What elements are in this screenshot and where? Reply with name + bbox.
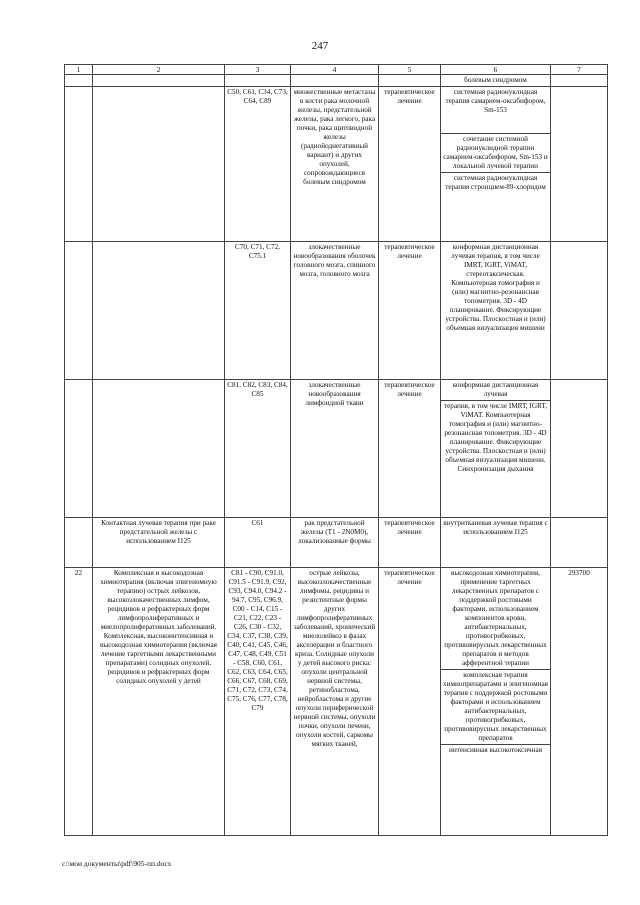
col-header: 1 <box>65 65 93 75</box>
method-text: системная радионуклидная терапия самарием-оксабифором, Sm-153 <box>445 88 546 114</box>
method-text: сочетание системной радионуклидной терапии самарием-оксабифором, Sm-153 и локальной лучевой терапии <box>443 135 548 170</box>
model-cell: злокачественные новообразования оболочек головного мозга, спинного мозга, головного мозга <box>291 242 379 380</box>
treatment-type: терапевтическое лечение <box>379 568 441 836</box>
procedure-name: Комплексная и высокодозная химиотерапия (включая эпигеномную терапию) острых лейкозов, высокозлокачественных лимфом, рецидивов и рефрактерных форм лимфопролиферативных и миелопролиферативных заболеваний. Комплексная, высокоинтенсивная и высокодозная химиотерапия (включая лечение таргетными лекарственными препаратами) солидных опухолей, рецидивов и рефрактерных форм солидных опухолей у детей <box>93 568 225 836</box>
col-header: 3 <box>225 65 291 75</box>
treatment-type: терапевтическое лечение <box>379 87 441 242</box>
table-row <box>65 568 608 836</box>
table-row <box>65 380 608 518</box>
method-cell <box>441 568 551 836</box>
treatment-type: терапевтическое лечение <box>379 380 441 518</box>
model-cell: рак предстательной железы (T1 - 2N0M0), локализованные формы <box>291 518 379 568</box>
col-header: 4 <box>291 65 379 75</box>
col-header: 7 <box>551 65 608 75</box>
header-row <box>65 65 608 75</box>
method-text: конформная дистанционная лучевая <box>452 381 539 398</box>
col-header: 2 <box>93 65 225 75</box>
icd-codes: C70, C71, C72, C75.1 <box>225 242 291 380</box>
file-path-footer: c:\мои документы\pdf\905-пп.docx <box>62 859 172 868</box>
treatment-table <box>64 64 608 836</box>
treatment-type: терапевтическое лечение <box>379 242 441 380</box>
method-text: высокодозная химиотерапия, применение таргетных лекарственных препаратов с поддержкой ростовыми факторами, использованием компонентов крови, антибактериальных, противогрибковых, противовирусных лекарственных препаратов и методов афферентной терапии <box>444 569 547 667</box>
method-cell: болевым синдромом <box>441 75 551 87</box>
treatment-type: терапевтическое лечение <box>379 518 441 568</box>
icd-codes: C81 - C90, C91.0, C91.5 - C91.9, C92, C93, C94.0, C94.2 - 94.7, C95, C96.9, C00 - C14, C15 - C21, C22, C23 - C26, C30 - C32, C34, C37, C38, C39, C40, C41, C45, C46, C47, C48, C49, C51 - C58, C60, C61, C62, C63, C64, C65, C66, C67, C68, C69, C71, C72, C73, C74, C75, C76, C77, C78, C79 <box>225 568 291 836</box>
norm-cost: 293700 <box>551 568 608 836</box>
col-header: 5 <box>379 65 441 75</box>
col-header: 6 <box>441 65 551 75</box>
model-cell: острые лейкозы, высокозлокачественные лимфомы, рецидивы и резистентные формы других лимфопролиферативных заболеваний, хронический миелолейкоз в фазах акселерации и бластного криза. Солидные опухоли у детей высокого риска: опухоли центральной нервной системы, ретинобластома, нейробластома и другие опухоли периферической нервной системы, опухоли почки, опухоли печени, опухоли костей, саркомы мягких тканей, <box>291 568 379 836</box>
model-cell: злокачественные новообразования лимфоидной ткани <box>291 380 379 518</box>
table-row <box>65 518 608 568</box>
page-number: 247 <box>311 40 329 52</box>
table-row <box>65 75 608 87</box>
method-cell: внутритканевая лучевая терапия с использованием I125 <box>441 518 551 568</box>
row-number: 22 <box>65 568 93 836</box>
method-text: терапия, в том числе IMRT, IGRT, ViMAT. Компьютерная томография и (или) магнитно-резонансная топометрия. 3D - 4D планирование. Фиксирующие устройства. Плоскостная и (или) объемная визуализация мишени. Синхронизация дыхания <box>443 402 548 473</box>
method-cell <box>441 380 551 518</box>
table-row <box>65 87 608 242</box>
method-text: комплексная терапия химиопрепаратами и эпигеномная терапия с поддержкой ростовыми факторами и использованием антибактериальных, противогрибковых, противовирусных лекарственных препаратов <box>443 671 548 742</box>
method-text: системная радионуклидная терапия стронцием-89-хлоридом <box>445 174 546 191</box>
procedure-name: Контактная лучевая терапия при раке предстательной железы с использованием I125 <box>93 518 225 568</box>
icd-codes: C61 <box>225 518 291 568</box>
method-cell: конформная дистанционная лучевая терапия, в том числе IMRT, IGRT, ViMAT, стереотаксическая. Компьютерная томография и (или) магнитно-резонансная топометрия. 3D - 4D планирование. Фиксирующие устройства. Плоскостная и (или) объемная визуализация мишени <box>441 242 551 380</box>
method-text: интенсивная высокотоксичная <box>448 746 543 754</box>
table-row <box>65 242 608 380</box>
model-cell: множественные метастазы в кости рака молочной железы, предстательной железы, рака легкого, рака почки, рака щитовидной железы (радиойоднегативный вариант) и других опухолей, сопровождающиеся болевым синдромом <box>291 87 379 242</box>
icd-codes: C50, C61, C34, C73, C64, C89 <box>225 87 291 242</box>
icd-codes: C81, C82, C83, C84, C85 <box>225 380 291 518</box>
method-cell <box>441 87 551 242</box>
